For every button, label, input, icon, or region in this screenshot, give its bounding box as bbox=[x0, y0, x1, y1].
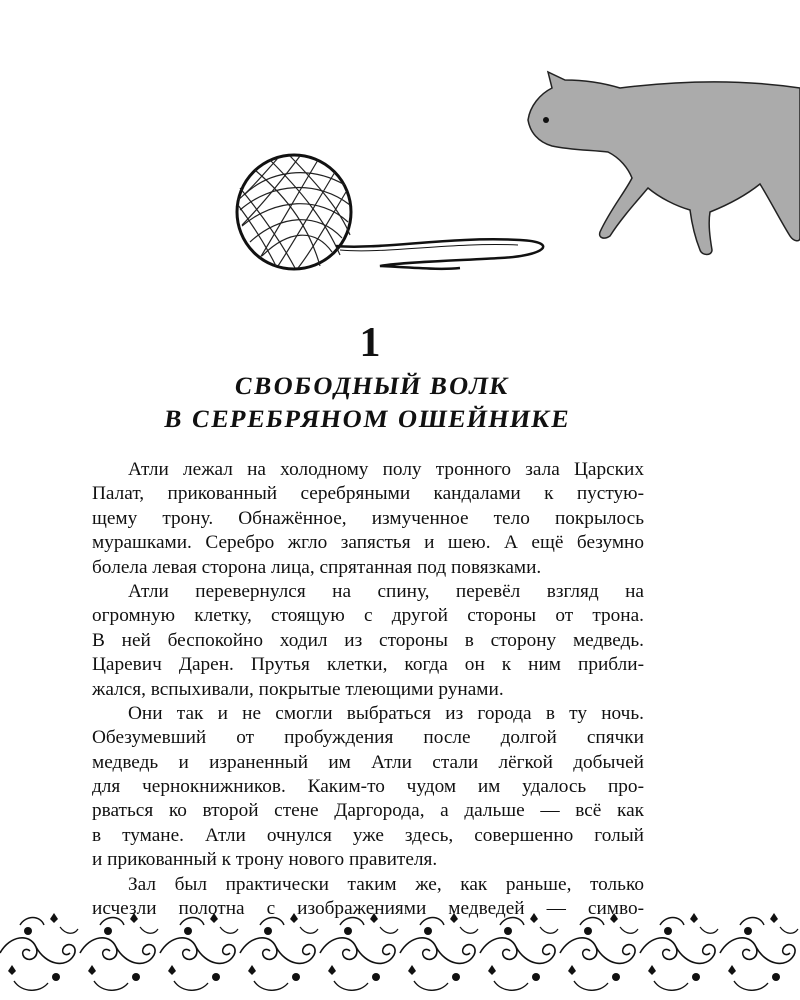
floral-ornament-border bbox=[0, 905, 800, 1000]
text-line: огромную клетку, стоящую с другой стороны от трона. bbox=[92, 605, 644, 627]
text-line: жался, вспыхивали, покрытые тлеющими рунами. bbox=[92, 678, 504, 700]
text-line: Царевич Дарен. Прутья клетки, когда он к ним прибли- bbox=[92, 654, 644, 676]
text-line: Атли лежал на холодному полу тронного зала Царских bbox=[128, 459, 644, 480]
paragraph bbox=[92, 580, 644, 702]
chapter-title-line: СВОБОДНЫЙ ВОЛК bbox=[232, 373, 512, 400]
text-line: Палат, прикованный серебряными кандалами к пустую- bbox=[92, 483, 644, 505]
text-line: болела левая сторона лица, спрятанная под повязками. bbox=[92, 556, 542, 578]
text-line: исчезли полотна с изображениями медведей — симво- bbox=[92, 898, 644, 920]
cat-icon bbox=[528, 72, 800, 255]
text-line: медведь и израненный им Атли стали лёгкой добычей bbox=[92, 751, 644, 773]
text-line: для чернокнижников. Каким-то чудом им удалось про- bbox=[92, 776, 644, 798]
text-line: Они так и не смогли выбраться из города в ту ночь. bbox=[128, 702, 644, 724]
chapter-illustration bbox=[0, 0, 800, 300]
text-line: в тумане. Атли очнулся уже здесь, совершенно голый bbox=[92, 824, 644, 846]
yarn-ball-icon bbox=[237, 155, 543, 269]
chapter-number: 1 bbox=[359, 320, 381, 366]
text-line: Обезумевший от пробуждения после долгой спячки bbox=[92, 727, 644, 749]
paragraph bbox=[92, 458, 644, 580]
text-line: мурашками. Серебро жгло запястья и шею. А ещё безумно bbox=[92, 532, 644, 554]
text-line: рваться ко второй стене Даргорода, а дальше — всё как bbox=[92, 800, 644, 822]
chapter-body bbox=[92, 458, 644, 921]
chapter-title bbox=[0, 370, 745, 436]
text-line: щему трону. Обнажённое, измученное тело покрылось bbox=[92, 507, 644, 529]
text-line: Атли перевернулся на спину, перевёл взгляд на bbox=[128, 580, 644, 602]
text-line: В ней беспокойно ходил из стороны в сторону медведь. bbox=[92, 629, 644, 651]
chapter-title-line: В СЕРЕБРЯНОМ ОШЕЙНИКЕ bbox=[162, 406, 573, 433]
text-line: и прикованный к трону нового правителя. bbox=[92, 849, 438, 871]
text-line: Зал был практически таким же, как раньше, только bbox=[128, 873, 644, 895]
paragraph bbox=[92, 702, 644, 873]
